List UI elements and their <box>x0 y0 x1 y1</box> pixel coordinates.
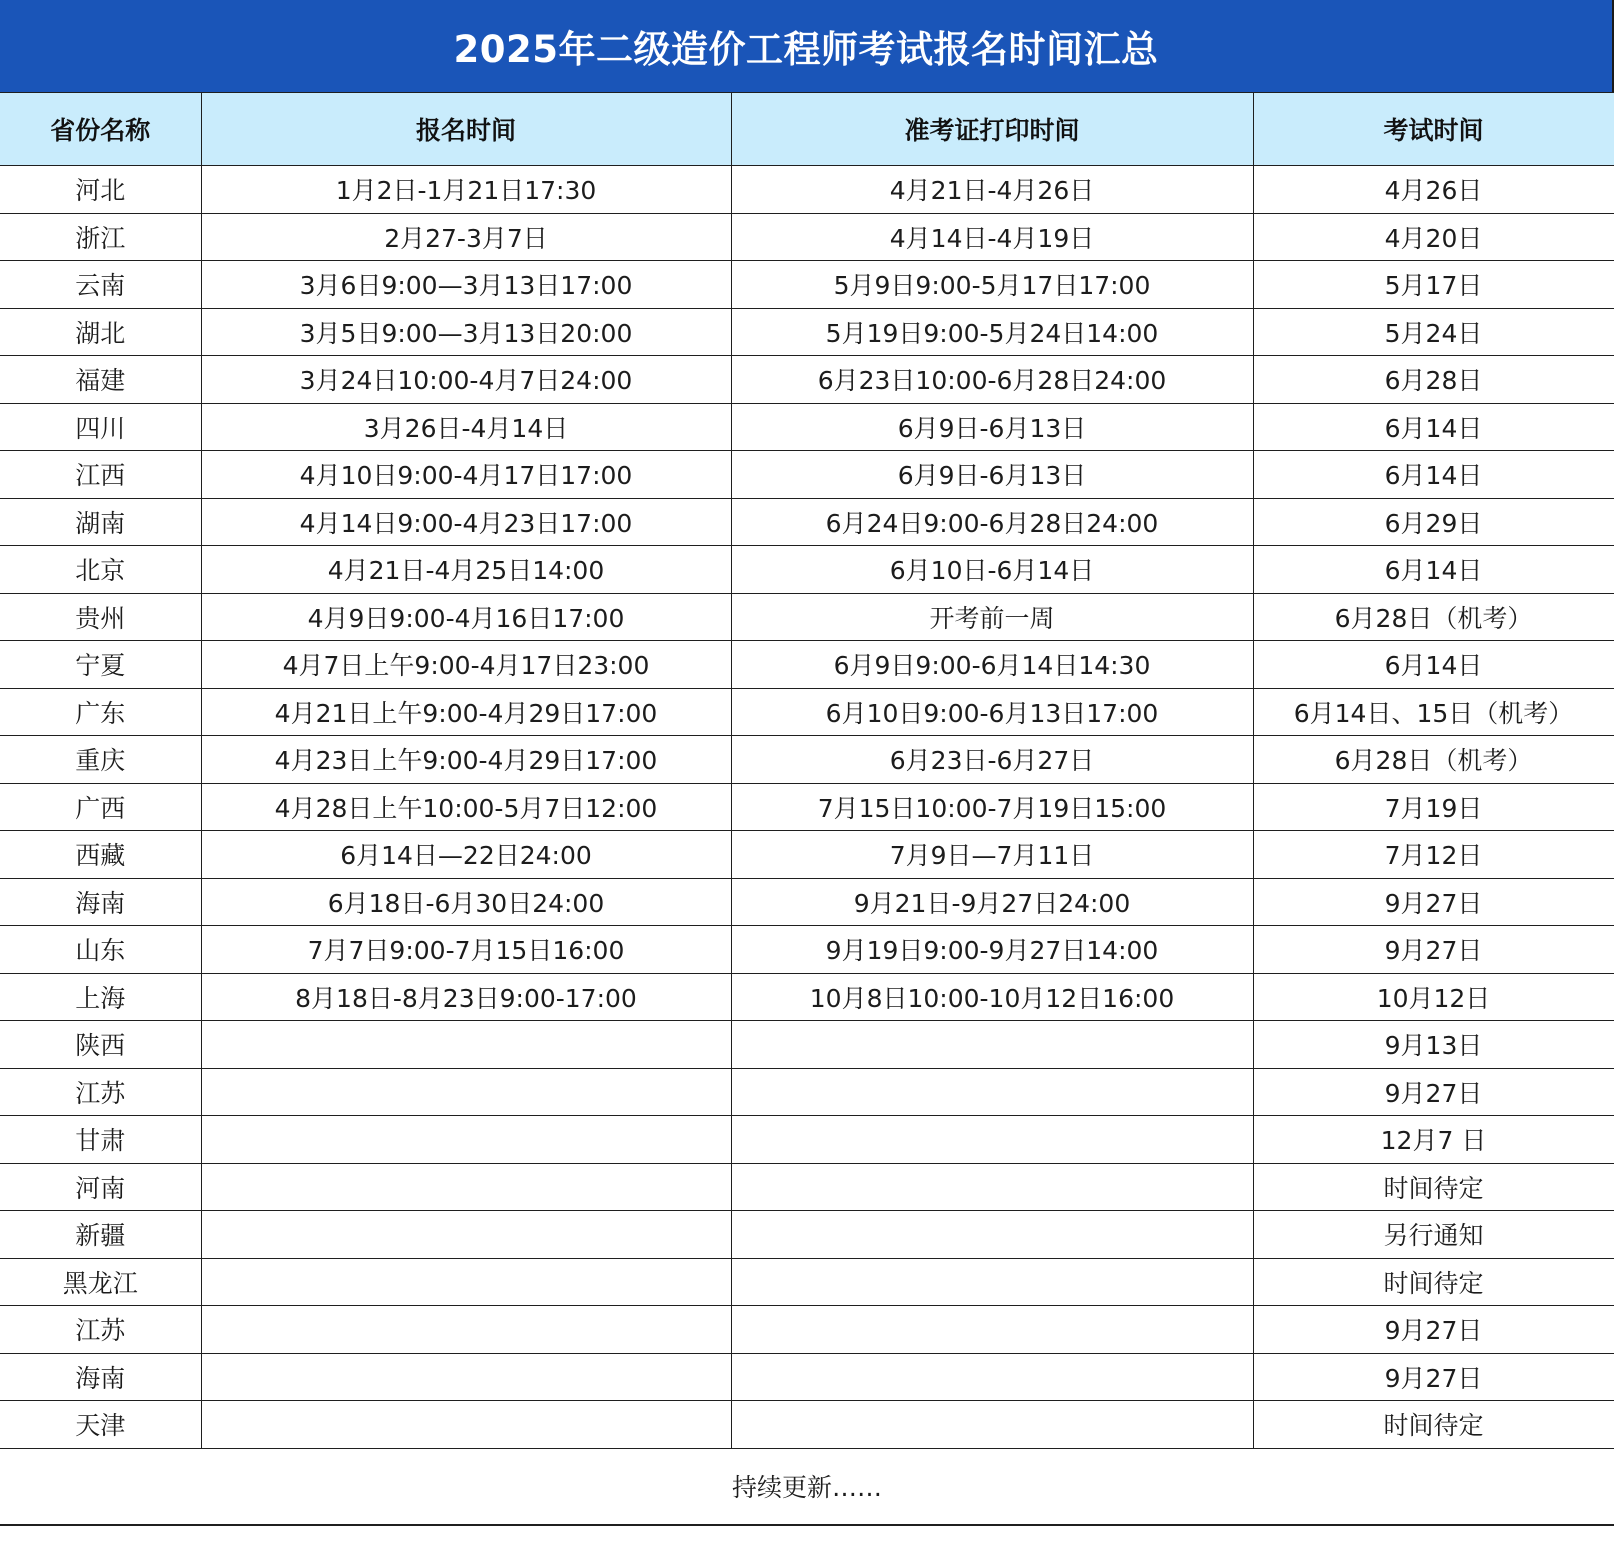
cell-registration-time: 4月9日9:00-4月16日17:00 <box>201 593 731 641</box>
cell-admission-ticket-time <box>731 1068 1253 1116</box>
cell-exam-time: 6月14日 <box>1253 451 1614 499</box>
cell-province: 贵州 <box>0 593 201 641</box>
cell-admission-ticket-time <box>731 1163 1253 1211</box>
cell-province: 上海 <box>0 973 201 1021</box>
cell-exam-time: 时间待定 <box>1253 1163 1614 1211</box>
cell-admission-ticket-time: 6月24日9:00-6月28日24:00 <box>731 498 1253 546</box>
table-row <box>0 1211 1614 1259</box>
cell-exam-time: 4月26日 <box>1253 166 1614 214</box>
cell-registration-time <box>201 1163 731 1211</box>
cell-admission-ticket-time <box>731 1211 1253 1259</box>
table-row <box>0 261 1614 309</box>
cell-province: 江苏 <box>0 1068 201 1116</box>
cell-registration-time: 4月21日-4月25日14:00 <box>201 546 731 594</box>
cell-registration-time: 8月18日-8月23日9:00-17:00 <box>201 973 731 1021</box>
cell-province: 山东 <box>0 926 201 974</box>
cell-registration-time: 2月27-3月7日 <box>201 213 731 261</box>
table-row <box>0 973 1614 1021</box>
cell-province: 广西 <box>0 783 201 831</box>
cell-province: 云南 <box>0 261 201 309</box>
table-row <box>0 1258 1614 1306</box>
column-header-admission-ticket: 准考证打印时间 <box>731 93 1253 166</box>
cell-province: 河北 <box>0 166 201 214</box>
cell-province: 河南 <box>0 1163 201 1211</box>
cell-registration-time <box>201 1258 731 1306</box>
cell-exam-time: 5月24日 <box>1253 308 1614 356</box>
cell-province: 宁夏 <box>0 641 201 689</box>
cell-registration-time: 3月24日10:00-4月7日24:00 <box>201 356 731 404</box>
column-header-exam-date: 考试时间 <box>1253 93 1614 166</box>
cell-registration-time: 6月18日-6月30日24:00 <box>201 878 731 926</box>
table-row <box>0 1353 1614 1401</box>
cell-registration-time <box>201 1401 731 1449</box>
cell-exam-time: 7月12日 <box>1253 831 1614 879</box>
cell-admission-ticket-time: 6月23日-6月27日 <box>731 736 1253 784</box>
cell-registration-time <box>201 1211 731 1259</box>
table-row <box>0 1163 1614 1211</box>
cell-province: 江西 <box>0 451 201 499</box>
cell-province: 重庆 <box>0 736 201 784</box>
cell-registration-time: 4月21日上午9:00-4月29日17:00 <box>201 688 731 736</box>
table-row <box>0 1306 1614 1354</box>
table-row <box>0 783 1614 831</box>
cell-admission-ticket-time: 4月14日-4月19日 <box>731 213 1253 261</box>
cell-province: 福建 <box>0 356 201 404</box>
column-header-province: 省份名称 <box>0 93 201 166</box>
cell-province: 海南 <box>0 1353 201 1401</box>
cell-registration-time: 1月2日-1月21日17:30 <box>201 166 731 214</box>
cell-exam-time: 12月7 日 <box>1253 1116 1614 1164</box>
cell-province: 四川 <box>0 403 201 451</box>
cell-exam-time: 9月27日 <box>1253 878 1614 926</box>
cell-exam-time: 9月27日 <box>1253 1068 1614 1116</box>
table-row <box>0 641 1614 689</box>
cell-exam-time: 另行通知 <box>1253 1211 1614 1259</box>
column-header-registration: 报名时间 <box>201 93 731 166</box>
table-row <box>0 498 1614 546</box>
cell-province: 天津 <box>0 1401 201 1449</box>
cell-admission-ticket-time <box>731 1401 1253 1449</box>
cell-province: 黑龙江 <box>0 1258 201 1306</box>
cell-province: 北京 <box>0 546 201 594</box>
cell-exam-time: 9月13日 <box>1253 1021 1614 1069</box>
cell-exam-time: 6月14日 <box>1253 641 1614 689</box>
cell-admission-ticket-time <box>731 1258 1253 1306</box>
cell-admission-ticket-time: 6月9日-6月13日 <box>731 451 1253 499</box>
cell-registration-time: 4月10日9:00-4月17日17:00 <box>201 451 731 499</box>
table-row <box>0 1021 1614 1069</box>
cell-province: 湖南 <box>0 498 201 546</box>
cell-exam-time: 7月19日 <box>1253 783 1614 831</box>
cell-province: 江苏 <box>0 1306 201 1354</box>
table-row <box>0 831 1614 879</box>
cell-registration-time: 4月7日上午9:00-4月17日23:00 <box>201 641 731 689</box>
cell-registration-time: 4月23日上午9:00-4月29日17:00 <box>201 736 731 784</box>
page-title: 2025年二级造价工程师考试报名时间汇总 <box>0 0 1614 92</box>
cell-admission-ticket-time <box>731 1306 1253 1354</box>
table-row <box>0 1068 1614 1116</box>
cell-registration-time <box>201 1353 731 1401</box>
table-row <box>0 593 1614 641</box>
cell-admission-ticket-time: 9月19日9:00-9月27日14:00 <box>731 926 1253 974</box>
cell-province: 广东 <box>0 688 201 736</box>
cell-province: 甘肃 <box>0 1116 201 1164</box>
cell-exam-time: 时间待定 <box>1253 1258 1614 1306</box>
cell-admission-ticket-time: 6月23日10:00-6月28日24:00 <box>731 356 1253 404</box>
table-row <box>0 451 1614 499</box>
table-body <box>0 166 1614 1449</box>
table-row <box>0 213 1614 261</box>
cell-admission-ticket-time: 6月10日-6月14日 <box>731 546 1253 594</box>
cell-exam-time: 5月17日 <box>1253 261 1614 309</box>
cell-registration-time <box>201 1306 731 1354</box>
cell-exam-time: 时间待定 <box>1253 1401 1614 1449</box>
cell-registration-time: 3月5日9:00—3月13日20:00 <box>201 308 731 356</box>
table-row <box>0 878 1614 926</box>
cell-registration-time: 6月14日—22日24:00 <box>201 831 731 879</box>
cell-admission-ticket-time: 4月21日-4月26日 <box>731 166 1253 214</box>
table-row <box>0 1116 1614 1164</box>
cell-exam-time: 4月20日 <box>1253 213 1614 261</box>
table-row <box>0 356 1614 404</box>
cell-province: 西藏 <box>0 831 201 879</box>
cell-registration-time: 7月7日9:00-7月15日16:00 <box>201 926 731 974</box>
schedule-table <box>0 92 1614 1449</box>
cell-admission-ticket-time: 6月9日9:00-6月14日14:30 <box>731 641 1253 689</box>
cell-registration-time <box>201 1068 731 1116</box>
cell-exam-time: 6月28日（机考） <box>1253 593 1614 641</box>
cell-admission-ticket-time: 6月9日-6月13日 <box>731 403 1253 451</box>
table-row <box>0 736 1614 784</box>
cell-exam-time: 9月27日 <box>1253 1306 1614 1354</box>
footer-note: 持续更新…… <box>0 1449 1614 1526</box>
cell-admission-ticket-time <box>731 1116 1253 1164</box>
table-row <box>0 1401 1614 1449</box>
cell-exam-time: 6月28日 <box>1253 356 1614 404</box>
cell-registration-time <box>201 1021 731 1069</box>
cell-admission-ticket-time: 10月8日10:00-10月12日16:00 <box>731 973 1253 1021</box>
cell-exam-time: 9月27日 <box>1253 1353 1614 1401</box>
cell-exam-time: 6月28日（机考） <box>1253 736 1614 784</box>
cell-admission-ticket-time <box>731 1021 1253 1069</box>
cell-registration-time: 4月14日9:00-4月23日17:00 <box>201 498 731 546</box>
cell-admission-ticket-time: 开考前一周 <box>731 593 1253 641</box>
cell-exam-time: 6月29日 <box>1253 498 1614 546</box>
cell-registration-time: 4月28日上午10:00-5月7日12:00 <box>201 783 731 831</box>
cell-exam-time: 9月27日 <box>1253 926 1614 974</box>
cell-admission-ticket-time: 5月9日9:00-5月17日17:00 <box>731 261 1253 309</box>
cell-exam-time: 6月14日 <box>1253 403 1614 451</box>
cell-registration-time <box>201 1116 731 1164</box>
cell-admission-ticket-time: 7月9日—7月11日 <box>731 831 1253 879</box>
table-row <box>0 308 1614 356</box>
cell-province: 浙江 <box>0 213 201 261</box>
table-row <box>0 403 1614 451</box>
cell-admission-ticket-time: 7月15日10:00-7月19日15:00 <box>731 783 1253 831</box>
table-row <box>0 688 1614 736</box>
cell-registration-time: 3月6日9:00—3月13日17:00 <box>201 261 731 309</box>
cell-exam-time: 6月14日、15日（机考） <box>1253 688 1614 736</box>
cell-exam-time: 6月14日 <box>1253 546 1614 594</box>
cell-admission-ticket-time <box>731 1353 1253 1401</box>
table-row <box>0 926 1614 974</box>
table-header-row <box>0 93 1614 166</box>
cell-province: 新疆 <box>0 1211 201 1259</box>
cell-province: 湖北 <box>0 308 201 356</box>
table-row <box>0 546 1614 594</box>
cell-exam-time: 10月12日 <box>1253 973 1614 1021</box>
cell-registration-time: 3月26日-4月14日 <box>201 403 731 451</box>
cell-province: 陕西 <box>0 1021 201 1069</box>
cell-province: 海南 <box>0 878 201 926</box>
cell-admission-ticket-time: 6月10日9:00-6月13日17:00 <box>731 688 1253 736</box>
table-row <box>0 166 1614 214</box>
cell-admission-ticket-time: 9月21日-9月27日24:00 <box>731 878 1253 926</box>
cell-admission-ticket-time: 5月19日9:00-5月24日14:00 <box>731 308 1253 356</box>
